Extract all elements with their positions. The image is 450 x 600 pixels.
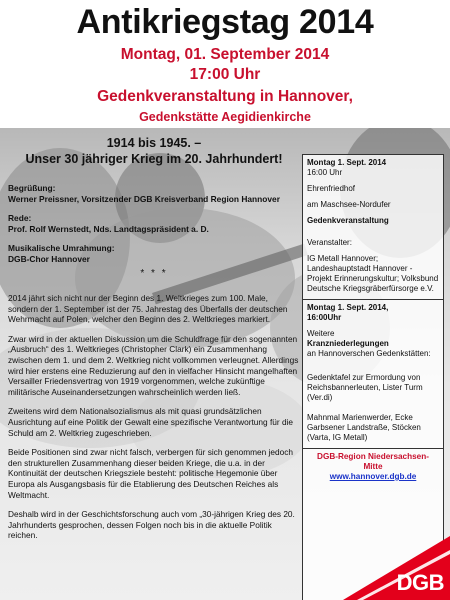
paragraph: Zweitens wird dem Nationalsozialismus als mit quasi grundsätzlichen Ausrichtung auf eine Politik der Gewalt eine spezifische Verantwortung für die Schuld am 2. Weltkrieg zugeschrieben. <box>8 406 294 438</box>
e2-time: 16:00Uhr <box>307 313 342 322</box>
e2-item-1: Gedenktafel zur Ermordung von Reichsbannerleuten, Lister Turm (Ver.di) <box>307 373 423 402</box>
greeting-text: Werner Preissner, Vorsitzender DGB Kreisverband Region Hannover <box>8 193 280 204</box>
e1-place-2: am Maschsee-Nordufer <box>307 200 391 209</box>
page-title: Antikriegstag 2014 <box>76 3 374 41</box>
music-label: Musikalische Umrahmung: <box>8 243 115 253</box>
event-time: 17:00 Uhr <box>189 66 261 83</box>
paragraph: Deshalb wird in der Geschichtsforschung auch vom „30-jährigen Krieg des 20. Jahrhunderts gesprochen, dessen Folgen noch bis in die aktuelle Politik reichen. <box>8 509 295 541</box>
e2-date: Montag 1. Sept. 2014, <box>307 303 389 312</box>
e1-title: Gedenkveranstaltung <box>307 216 389 225</box>
e1-time: 16:00 Uhr <box>307 168 343 177</box>
e1-organizer: IG Metall Hannover; Landeshauptstadt Hannover - Projekt Erinnerungskultur; Volksbund Deutsche Kriegsgräberfürsorge e.V. <box>307 254 439 293</box>
speech-label: Rede: <box>8 213 32 223</box>
e2-line-2: Kranzniederlegungen <box>307 339 389 348</box>
paragraph: Beide Positionen sind zwar nicht falsch, verbergen für sich genommen jedoch den strukturellen Zusammenhang dieser beiden Kriege, die u.a. in der Kontinuität der deutschen Kriegsziele besteht: politische Hegemonie über Europa als Ausgangsbasis für die Etablierung des Deutschen Reiches als Weltmacht. <box>8 447 294 500</box>
e1-date: Montag 1. Sept. 2014 <box>307 158 387 167</box>
headline-years: 1914 bis 1945. – <box>106 136 202 150</box>
divider <box>303 448 443 449</box>
divider <box>303 299 443 300</box>
dgb-logo-text: DGB <box>396 570 444 595</box>
footer-org-1: DGB-Region Niedersachsen- <box>317 452 429 461</box>
main-content <box>8 130 300 600</box>
footer-org-2: Mitte <box>363 462 383 471</box>
paragraph: 2014 jährt sich nicht nur der Beginn des 1. Weltkrieges zum 100. Male, sondern der 1. September ist der 75. Jahrestag des Überfalls der deutschen Wehrmacht auf Polen, welcher den Beginn des 2. Weltkrieges markiert. <box>8 293 288 325</box>
headline-war: Unser 30 jähriger Krieg im 20. Jahrhundert! <box>25 152 283 166</box>
e2-line-1: Weitere <box>307 329 335 338</box>
dgb-logo <box>343 528 450 600</box>
event-name: Gedenkveranstaltung in Hannover, <box>97 88 353 105</box>
separator-stars: * * * <box>140 268 168 279</box>
e1-organizer-label: Veranstalter: <box>307 238 352 247</box>
website-link[interactable]: www.hannover.dgb.de <box>329 472 417 481</box>
greeting-label: Begrüßung: <box>8 183 56 193</box>
event-location: Gedenkstätte Aegidienkirche <box>139 110 311 124</box>
e1-place-1: Ehrenfriedhof <box>307 184 356 193</box>
event-date: Montag, 01. September 2014 <box>120 46 330 63</box>
speech-text: Prof. Rolf Wernstedt, Nds. Landtagspräsident a. D. <box>8 223 209 234</box>
paragraph: Zwar wird in der aktuellen Diskussion um die Schuldfrage für den sogenannten „Ausbruch“ des 1. Weltkrieges (Christopher Clark) ein Zusammenhang zwischen dem 1. und dem 2. Weltkrieg nicht vollkommen verleugnet. Allerdings wird hier erstens eine Reduzierung auf den in vielfacher Hinsicht mangelhaften Versailler Friedensvertrag von 1919 vorgenommen, welche zukünftige militärische Auseinandersetzungen wahrscheinlich werden ließ. <box>8 333 299 397</box>
e2-item-2: Mahnmal Marienwerder, Ecke Garbsener Landstraße, Stöcken (Varta, IG Metall) <box>307 413 421 442</box>
music-text: DGB-Chor Hannover <box>8 253 90 264</box>
e2-line-3: an Hannoverschen Gedenkstätten: <box>307 349 431 358</box>
